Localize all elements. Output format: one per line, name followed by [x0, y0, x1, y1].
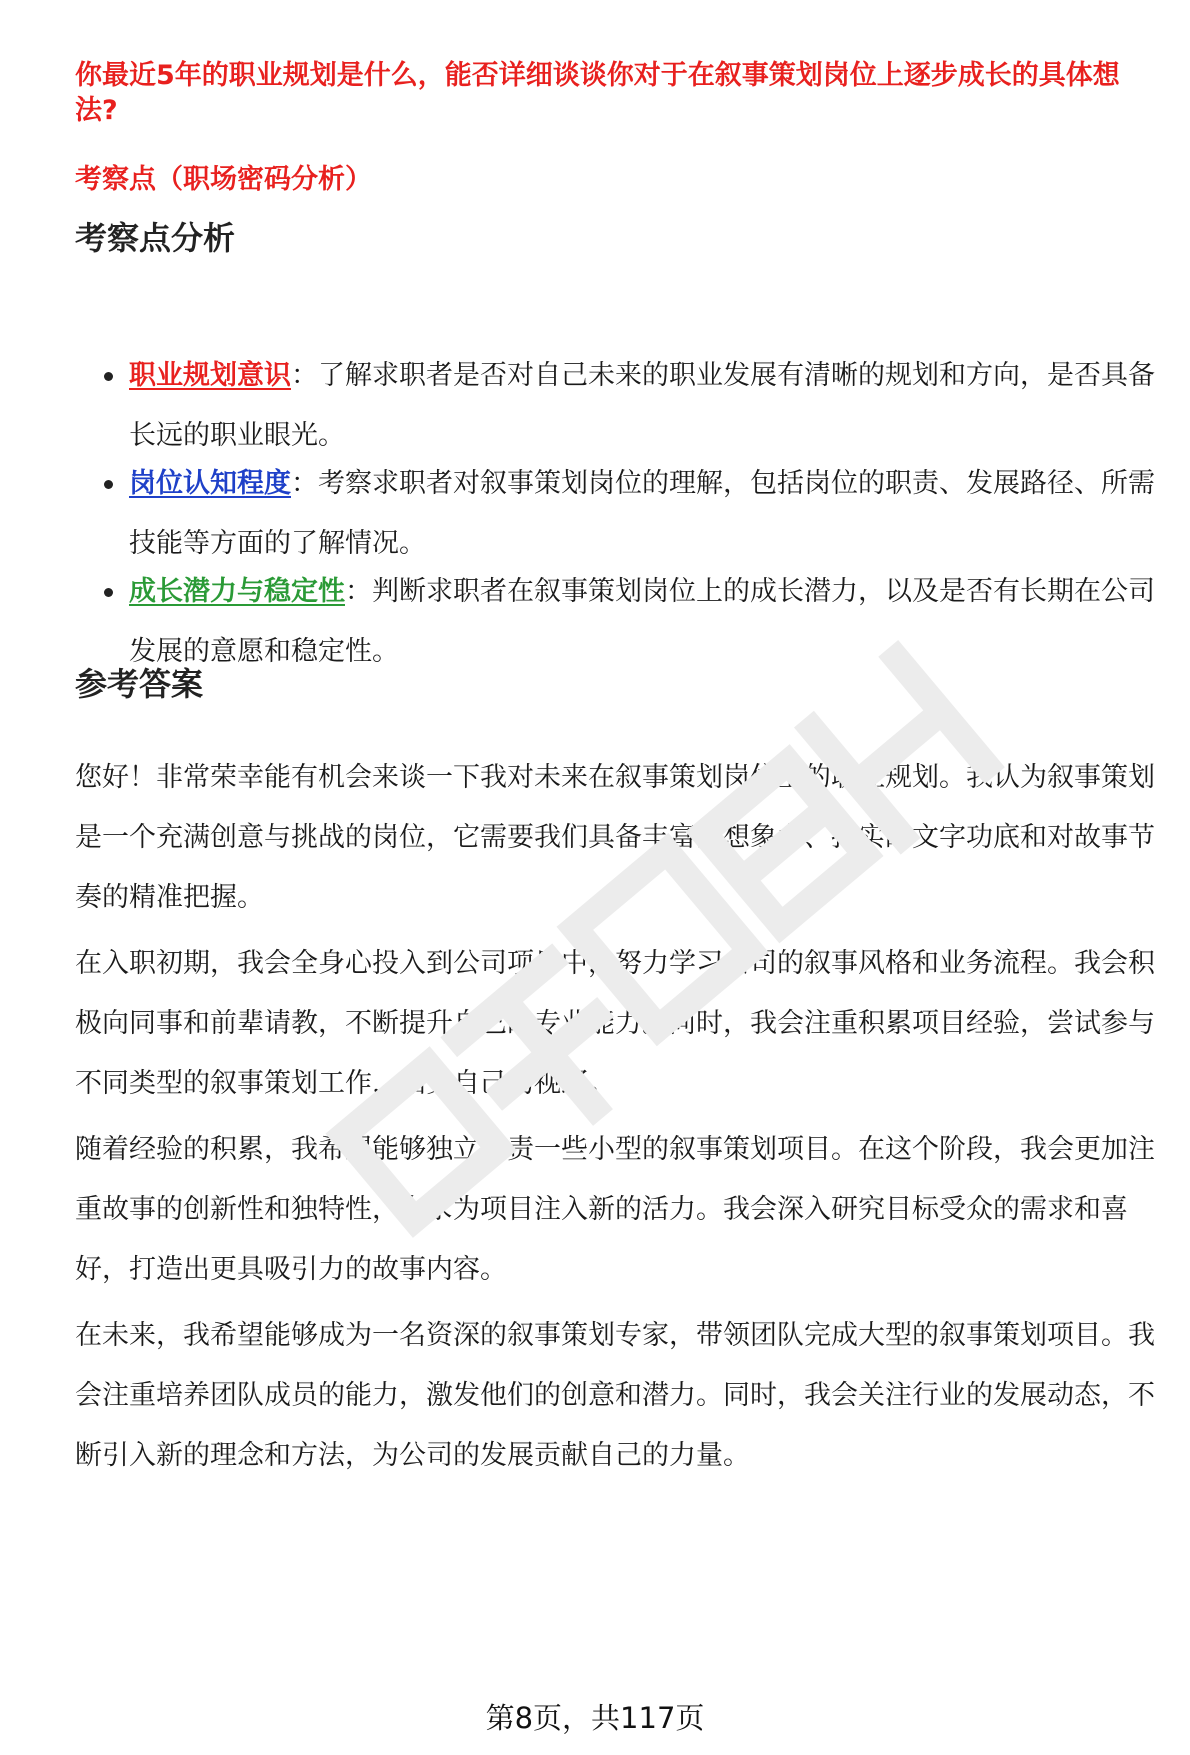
- analysis-text: 了解求职者是否对自己未来的职业发展有清晰的规划和方向，是否具备长远的职业眼光。: [129, 360, 1155, 451]
- analysis-keyword: 职业规划意识: [129, 360, 291, 391]
- analysis-section-title: 考察点分析: [75, 219, 236, 257]
- analysis-separator: ：: [345, 576, 372, 607]
- analysis-separator: ：: [291, 360, 318, 391]
- page-footer: 第8页，共117页: [485, 1701, 705, 1735]
- analysis-item: [75, 454, 1155, 562]
- analysis-list: [75, 346, 1155, 670]
- analysis-item: [75, 346, 1155, 454]
- analysis-separator: ：: [291, 468, 318, 499]
- analysis-keyword: 成长潜力与稳定性: [129, 576, 345, 607]
- analysis-keyword: 岗位认知程度: [129, 468, 291, 499]
- bullet-icon: [104, 372, 113, 381]
- analysis-text: 考察求职者对叙事策划岗位的理解，包括岗位的职责、发展路径、所需技能等方面的了解情况。: [129, 468, 1155, 559]
- analysis-item: [75, 562, 1155, 670]
- question-heading: 你最近5年的职业规划是什么，能否详细谈谈你对于在叙事策划岗位上逐步成长的具体想法?: [75, 60, 1120, 126]
- answer-paragraph: 在入职初期，我会全身心投入到公司项目中，努力学习公司的叙事风格和业务流程。我会积极向同事和前辈请教，不断提升自己的专业能力。同时，我会注重积累项目经验，尝试参与不同类型的叙事策划工作，拓宽自己的视野。: [75, 948, 1155, 1099]
- exam-point-label: 考察点（职场密码分析）: [75, 164, 372, 195]
- answer-section-title: 参考答案: [75, 665, 204, 703]
- answer-paragraph: 随着经验的积累，我希望能够独立负责一些小型的叙事策划项目。在这个阶段，我会更加注重故事的创新性和独特性，力求为项目注入新的活力。我会深入研究目标受众的需求和喜好，打造出更具吸引力的故事内容。: [75, 1134, 1155, 1285]
- bullet-icon: [104, 480, 113, 489]
- analysis-text: 判断求职者在叙事策划岗位上的成长潜力，以及是否有长期在公司发展的意愿和稳定性。: [129, 576, 1155, 667]
- bullet-icon: [104, 588, 113, 597]
- answer-paragraph: 在未来，我希望能够成为一名资深的叙事策划专家，带领团队完成大型的叙事策划项目。我会注重培养团队成员的能力，激发他们的创意和潜力。同时，我会关注行业的发展动态，不断引入新的理念和方法，为公司的发展贡献自己的力量。: [75, 1320, 1155, 1471]
- answer-paragraph: 您好！非常荣幸能有机会来谈一下我对未来在叙事策划岗位上的职业规划。我认为叙事策划是一个充满创意与挑战的岗位，它需要我们具备丰富的想象力、扎实的文字功底和对故事节奏的精准把握。: [75, 762, 1155, 913]
